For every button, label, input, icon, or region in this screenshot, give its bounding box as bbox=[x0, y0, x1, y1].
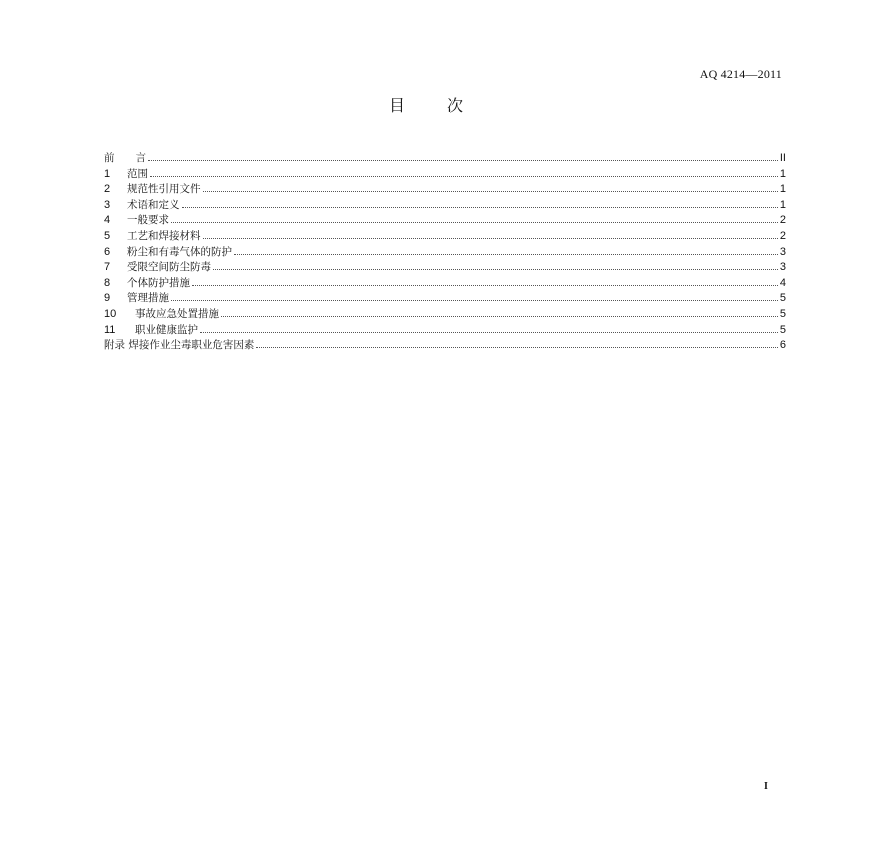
toc-entry-number: 11 bbox=[104, 323, 116, 336]
toc-dot-leader bbox=[150, 175, 778, 177]
toc-dot-leader bbox=[203, 237, 778, 239]
toc-entry-general-requirements[interactable] bbox=[104, 213, 786, 229]
toc-entry-label: 规范性引用文件 bbox=[127, 183, 201, 196]
toc-entry-label: 职业健康监护 bbox=[135, 323, 198, 336]
toc-dot-leader bbox=[213, 268, 778, 270]
toc-entry-page: 2 bbox=[779, 229, 786, 242]
toc-dot-leader bbox=[192, 284, 778, 286]
toc-entry-page: 4 bbox=[779, 276, 786, 289]
table-of-contents bbox=[104, 151, 786, 354]
toc-entry-terms-definitions[interactable] bbox=[104, 198, 786, 214]
toc-entry-confined-space[interactable] bbox=[104, 260, 786, 276]
toc-entry-health-surveillance[interactable] bbox=[104, 323, 786, 339]
toc-dot-leader bbox=[203, 190, 778, 192]
toc-entry-page: 5 bbox=[779, 292, 786, 305]
toc-entry-number: 8 bbox=[104, 276, 111, 289]
toc-entry-label: 一般要求 bbox=[127, 214, 169, 227]
toc-entry-page: 3 bbox=[779, 245, 786, 258]
toc-entry-label: 附录 焊接作业尘毒职业危害因素 bbox=[104, 339, 255, 352]
toc-dot-leader bbox=[182, 206, 778, 208]
toc-entry-page: 1 bbox=[779, 198, 786, 211]
toc-entry-page: 1 bbox=[779, 167, 786, 180]
toc-entry-number: 3 bbox=[104, 198, 111, 211]
toc-title: 目次 bbox=[388, 96, 505, 115]
toc-dot-leader bbox=[200, 331, 778, 333]
toc-dot-leader bbox=[234, 253, 778, 255]
page-number: I bbox=[764, 781, 768, 792]
toc-entry-page: 6 bbox=[779, 339, 786, 352]
toc-entry-page: II bbox=[779, 152, 786, 164]
toc-dot-leader bbox=[221, 315, 778, 317]
toc-entry-management[interactable] bbox=[104, 291, 786, 307]
standard-code: AQ 4214—2011 bbox=[699, 67, 782, 81]
toc-entry-number: 5 bbox=[104, 229, 111, 242]
toc-entry-label: 管理措施 bbox=[127, 292, 169, 305]
toc-entry-personal-protection[interactable] bbox=[104, 276, 786, 292]
toc-entry-number: 6 bbox=[104, 245, 111, 258]
toc-dot-leader bbox=[171, 299, 778, 301]
toc-entry-label: 事故应急处置措施 bbox=[135, 307, 219, 320]
toc-entry-label: 个体防护措施 bbox=[127, 276, 190, 289]
toc-entry-page: 5 bbox=[779, 323, 786, 336]
toc-entry-label: 术语和定义 bbox=[127, 198, 180, 211]
toc-entry-foreword[interactable] bbox=[104, 151, 786, 167]
toc-entry-label: 范围 bbox=[127, 167, 148, 180]
toc-entry-label: 工艺和焊接材料 bbox=[127, 229, 201, 242]
toc-entry-normative-references[interactable] bbox=[104, 182, 786, 198]
toc-entry-page: 5 bbox=[779, 307, 786, 320]
toc-entry-label: 受限空间防尘防毒 bbox=[127, 261, 211, 274]
toc-entry-number: 2 bbox=[104, 183, 111, 196]
toc-entry-process-materials[interactable] bbox=[104, 229, 786, 245]
toc-entry-label: 粉尘和有毒气体的防护 bbox=[127, 245, 232, 258]
toc-entry-page: 2 bbox=[779, 214, 786, 227]
toc-entry-number: 1 bbox=[104, 167, 111, 180]
toc-entry-label: 前 言 bbox=[104, 152, 146, 164]
toc-entry-dust-gas-protection[interactable] bbox=[104, 245, 786, 261]
toc-entry-scope[interactable] bbox=[104, 167, 786, 183]
toc-dot-leader bbox=[171, 221, 778, 223]
toc-entry-page: 3 bbox=[779, 261, 786, 274]
toc-entry-number: 4 bbox=[104, 214, 111, 227]
toc-entry-number: 10 bbox=[104, 307, 117, 320]
toc-entry-emergency-response[interactable] bbox=[104, 307, 786, 323]
toc-dot-leader bbox=[256, 346, 778, 348]
toc-entry-page: 1 bbox=[779, 183, 786, 196]
toc-dot-leader bbox=[148, 159, 778, 161]
toc-entry-number: 9 bbox=[104, 292, 111, 305]
toc-entry-appendix[interactable] bbox=[104, 338, 786, 354]
toc-entry-number: 7 bbox=[104, 261, 111, 274]
